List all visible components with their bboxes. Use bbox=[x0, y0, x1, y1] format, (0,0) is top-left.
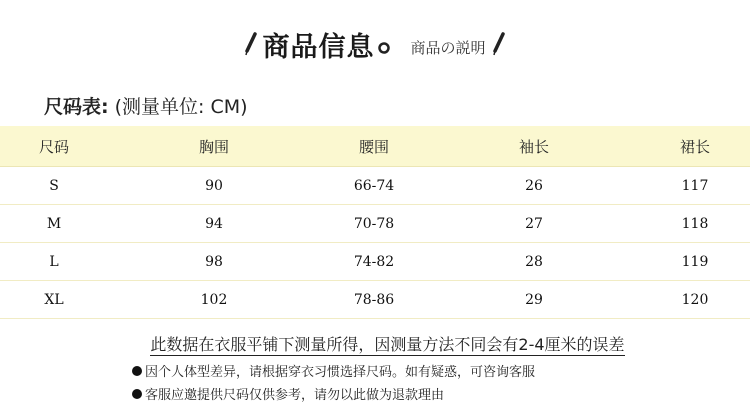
column-header-size: 尺码 bbox=[38, 137, 69, 156]
cell-size: L bbox=[49, 253, 59, 270]
pencil-icon bbox=[244, 31, 258, 57]
cell-bust: 94 bbox=[205, 215, 223, 232]
size-chart-unit: (测量单位: CM) bbox=[108, 96, 248, 118]
cell-waist: 78-86 bbox=[353, 291, 395, 308]
cell-bust: 98 bbox=[205, 253, 223, 270]
measurement-note-text: 此数据在衣服平铺下测量所得，因测量方法不同会有2-4厘米的误差 bbox=[150, 335, 625, 354]
circle-dot-icon bbox=[378, 42, 390, 54]
cell-length: 119 bbox=[681, 253, 709, 270]
cell-sleeve: 26 bbox=[525, 177, 543, 194]
pencil-icon bbox=[492, 31, 506, 57]
column-header-waist: 腰围 bbox=[358, 137, 389, 156]
column-header-bust: 胸围 bbox=[198, 137, 229, 156]
heading-title: 商品信息 bbox=[262, 31, 375, 63]
cell-waist: 70-78 bbox=[353, 215, 395, 232]
cell-sleeve: 27 bbox=[525, 215, 543, 232]
table-row bbox=[0, 167, 750, 205]
section-heading bbox=[0, 24, 750, 64]
cell-waist: 74-82 bbox=[353, 253, 395, 270]
cell-length: 118 bbox=[681, 215, 709, 232]
cell-sleeve: 29 bbox=[525, 291, 543, 308]
measurement-note bbox=[0, 332, 750, 355]
size-chart-label bbox=[44, 92, 248, 119]
column-header-sleeve: 袖长 bbox=[518, 137, 549, 156]
size-chart-title: 尺码表: bbox=[44, 96, 109, 118]
column-header-length: 裙长 bbox=[679, 137, 710, 156]
cell-waist: 66-74 bbox=[353, 177, 395, 194]
cell-length: 120 bbox=[681, 291, 709, 308]
bullet-dot-icon bbox=[132, 366, 142, 376]
bullet-text: 客服应邀提供尺码仅供参考，请勿以此做为退款理由 bbox=[145, 388, 445, 403]
cell-sleeve: 28 bbox=[525, 253, 543, 270]
heading-subtitle: 商品の説明 bbox=[410, 38, 486, 57]
cell-size: XL bbox=[44, 291, 64, 308]
size-table bbox=[0, 126, 750, 319]
cell-size: M bbox=[46, 215, 62, 232]
table-header-row bbox=[0, 126, 750, 167]
cell-length: 117 bbox=[681, 177, 709, 194]
cell-bust: 102 bbox=[200, 291, 228, 308]
bullet-item bbox=[132, 361, 535, 380]
table-row bbox=[0, 281, 750, 319]
bullet-dot-icon bbox=[132, 389, 142, 399]
cell-bust: 90 bbox=[205, 177, 223, 194]
table-row bbox=[0, 243, 750, 281]
cell-size: S bbox=[49, 177, 59, 194]
bullet-item bbox=[132, 384, 444, 403]
table-row bbox=[0, 205, 750, 243]
bullet-text: 因个人体型差异，请根据穿衣习惯选择尺码。如有疑惑，可咨询客服 bbox=[145, 365, 536, 380]
